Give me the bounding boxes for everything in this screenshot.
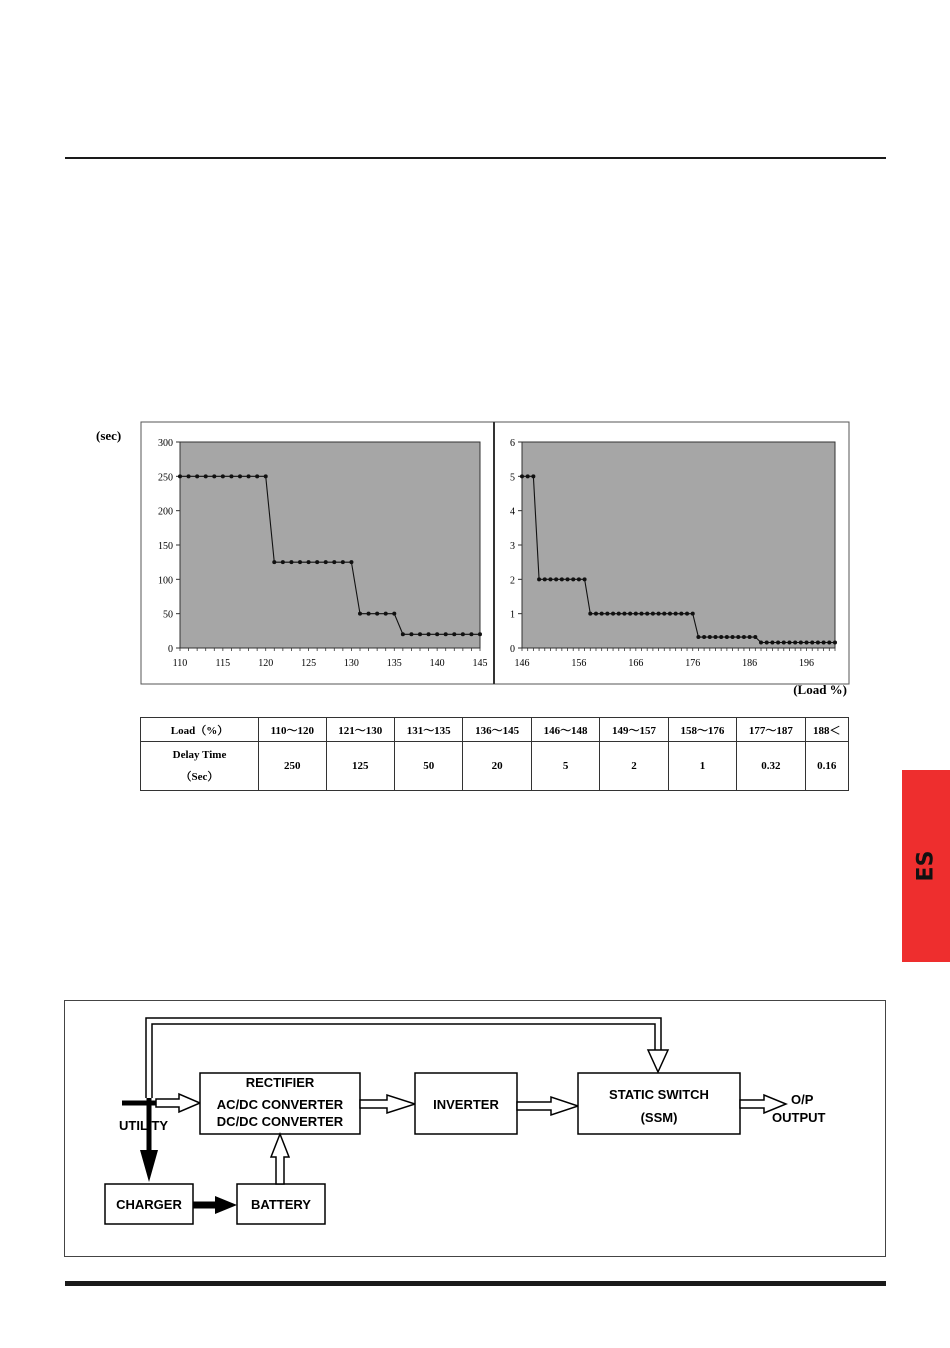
table-cell-load: 188＜ [805, 718, 848, 742]
table-header-delay [141, 742, 259, 791]
data-point [478, 632, 482, 636]
y-tick-label: 6 [510, 438, 515, 449]
data-point [753, 635, 757, 639]
data-point [731, 635, 735, 639]
ssm-label: (SSM) [640, 1110, 678, 1125]
data-point [178, 474, 182, 478]
bypass-arrow-head [648, 1050, 668, 1072]
x-tick-label: 176 [685, 658, 701, 669]
table-cell-delay: 5 [531, 742, 599, 791]
data-point [708, 635, 712, 639]
data-point [571, 577, 575, 581]
charger-label: CHARGER [116, 1197, 182, 1212]
data-point [238, 474, 242, 478]
data-point [759, 641, 763, 645]
data-point [212, 474, 216, 478]
data-point [827, 641, 831, 645]
data-point [566, 577, 570, 581]
table-cell-delay: 250 [259, 742, 327, 791]
data-point [560, 577, 564, 581]
data-point [358, 612, 362, 616]
data-point [526, 474, 530, 478]
x-tick-label: 186 [742, 658, 758, 669]
plot-area [522, 442, 835, 648]
x-tick-label: 166 [628, 658, 644, 669]
utility-label: UTILITY [119, 1118, 169, 1133]
table-cell-load: 177～187 [737, 718, 805, 742]
x-tick-label: 156 [571, 658, 587, 669]
bottom-rule [65, 1281, 886, 1286]
data-point [787, 641, 791, 645]
table-cell-delay: 20 [463, 742, 531, 791]
data-point [816, 641, 820, 645]
data-point [600, 612, 604, 616]
data-point [776, 641, 780, 645]
y-tick-label: 250 [158, 472, 173, 484]
data-point [307, 560, 311, 564]
table-cell-load: 146～148 [531, 718, 599, 742]
x-tick-label: 145 [472, 658, 488, 669]
data-point [611, 612, 615, 616]
data-point [583, 577, 587, 581]
data-point [375, 612, 379, 616]
data-point [617, 612, 621, 616]
y-tick-label: 5 [510, 472, 515, 484]
chart-right [510, 438, 837, 669]
data-point [255, 474, 259, 478]
table-cell-load: 149～157 [600, 718, 668, 742]
data-point [742, 635, 746, 639]
table-cell-load: 131～135 [394, 718, 462, 742]
battery-label: BATTERY [251, 1197, 311, 1212]
y-tick-label: 2 [510, 575, 515, 587]
data-point [392, 612, 396, 616]
x-tick-label: 120 [258, 658, 274, 669]
data-point [685, 612, 689, 616]
output-label: OUTPUT [772, 1110, 826, 1125]
data-point [548, 577, 552, 581]
data-point [195, 474, 199, 478]
charger-arrow-head [140, 1150, 158, 1182]
data-point [341, 560, 345, 564]
y-tick-label: 0 [168, 644, 173, 655]
data-point [640, 612, 644, 616]
rectifier-dcdc: DC/DC CONVERTER [216, 1114, 344, 1129]
table-header-load: Load（%） [141, 718, 259, 742]
utility-to-rectifier-arrow [156, 1094, 200, 1112]
language-tab[interactable] [902, 770, 950, 962]
data-point [782, 641, 786, 645]
data-point [765, 641, 769, 645]
data-point [289, 560, 293, 564]
data-point [702, 635, 706, 639]
x-tick-label: 130 [343, 658, 359, 669]
y-axis-label: (sec) [96, 428, 122, 443]
table-row-delay [141, 742, 849, 791]
rectifier-title: RECTIFIER [245, 1075, 315, 1090]
overload-charts [90, 418, 860, 708]
x-axis-label: (Load %) [793, 682, 847, 697]
data-point [810, 641, 814, 645]
data-point [793, 641, 797, 645]
data-point [588, 612, 592, 616]
data-point [537, 577, 541, 581]
table-cell-load: 136～145 [463, 718, 531, 742]
language-tab-label: ES [913, 850, 939, 882]
data-point [645, 612, 649, 616]
data-point [770, 641, 774, 645]
x-tick-label: 135 [386, 658, 402, 669]
table-cell-load: 121～130 [326, 718, 394, 742]
data-point [679, 612, 683, 616]
data-point [367, 612, 371, 616]
data-point [713, 635, 717, 639]
data-point [298, 560, 302, 564]
y-tick-label: 1 [510, 609, 515, 621]
table-cell-delay: 2 [600, 742, 668, 791]
data-point [594, 612, 598, 616]
data-point [204, 474, 208, 478]
data-point [651, 612, 655, 616]
data-point [748, 635, 752, 639]
table-header-delay-line2: （Sec） [180, 771, 219, 783]
data-point [272, 560, 276, 564]
data-point [324, 560, 328, 564]
data-point [736, 635, 740, 639]
data-point [221, 474, 225, 478]
rectifier-acdc: AC/DC CONVERTER [216, 1097, 344, 1112]
data-point [418, 632, 422, 636]
data-point [332, 560, 336, 564]
data-point [662, 612, 666, 616]
data-point [696, 635, 700, 639]
x-tick-label: 146 [514, 658, 530, 669]
delay-time-table [140, 717, 849, 791]
data-point [435, 632, 439, 636]
data-point [605, 612, 609, 616]
charger-to-battery-head [215, 1196, 237, 1214]
chart-left [158, 438, 488, 669]
table-cell-delay: 50 [394, 742, 462, 791]
data-point [622, 612, 626, 616]
data-point [725, 635, 729, 639]
battery-to-rectifier-arrow [271, 1134, 289, 1184]
rectifier-to-inverter-arrow [360, 1095, 415, 1113]
table-cell-delay: 1 [668, 742, 736, 791]
table-cell-load: 110～120 [259, 718, 327, 742]
data-point [628, 612, 632, 616]
data-point [668, 612, 672, 616]
top-rule [65, 157, 886, 159]
data-point [674, 612, 678, 616]
y-tick-label: 50 [163, 609, 173, 621]
data-point [187, 474, 191, 478]
data-point [577, 577, 581, 581]
table-cell-load: 158～176 [668, 718, 736, 742]
y-tick-label: 3 [510, 541, 515, 552]
data-point [452, 632, 456, 636]
data-point [349, 560, 353, 564]
y-tick-label: 4 [510, 506, 515, 518]
data-point [247, 474, 251, 478]
x-tick-label: 140 [429, 658, 445, 669]
data-point [554, 577, 558, 581]
data-point [427, 632, 431, 636]
data-point [384, 612, 388, 616]
y-tick-label: 200 [158, 506, 173, 518]
plot-area [180, 442, 480, 648]
y-tick-label: 150 [158, 541, 173, 552]
data-point [520, 474, 524, 478]
x-tick-label: 125 [301, 658, 317, 669]
data-point [691, 612, 695, 616]
table-cell-delay: 125 [326, 742, 394, 791]
data-point [543, 577, 547, 581]
output-op-label: O/P [791, 1092, 814, 1107]
static-switch-label: STATIC SWITCH [609, 1087, 709, 1102]
data-point [657, 612, 661, 616]
ups-block-diagram [64, 1000, 886, 1257]
table-row-load [141, 718, 849, 742]
data-point [461, 632, 465, 636]
data-point [315, 560, 319, 564]
table-cell-delay: 0.16 [805, 742, 848, 791]
data-point [409, 632, 413, 636]
x-tick-label: 115 [215, 658, 231, 669]
data-point [719, 635, 723, 639]
data-point [229, 474, 233, 478]
data-point [281, 560, 285, 564]
data-point [401, 632, 405, 636]
table-header-delay-line1: Delay Time [172, 749, 227, 761]
inverter-label: INVERTER [433, 1097, 499, 1112]
data-point [469, 632, 473, 636]
y-tick-label: 100 [158, 575, 173, 587]
data-point [531, 474, 535, 478]
data-point [634, 612, 638, 616]
data-point [805, 641, 809, 645]
x-tick-label: 110 [172, 658, 188, 669]
x-tick-label: 196 [799, 658, 815, 669]
data-point [264, 474, 268, 478]
inverter-to-switch-arrow [517, 1097, 578, 1115]
data-point [444, 632, 448, 636]
y-tick-label: 300 [158, 438, 173, 449]
data-point [799, 641, 803, 645]
y-tick-label: 0 [510, 644, 515, 655]
data-point [822, 641, 826, 645]
data-point [833, 641, 837, 645]
table-cell-delay: 0.32 [737, 742, 805, 791]
